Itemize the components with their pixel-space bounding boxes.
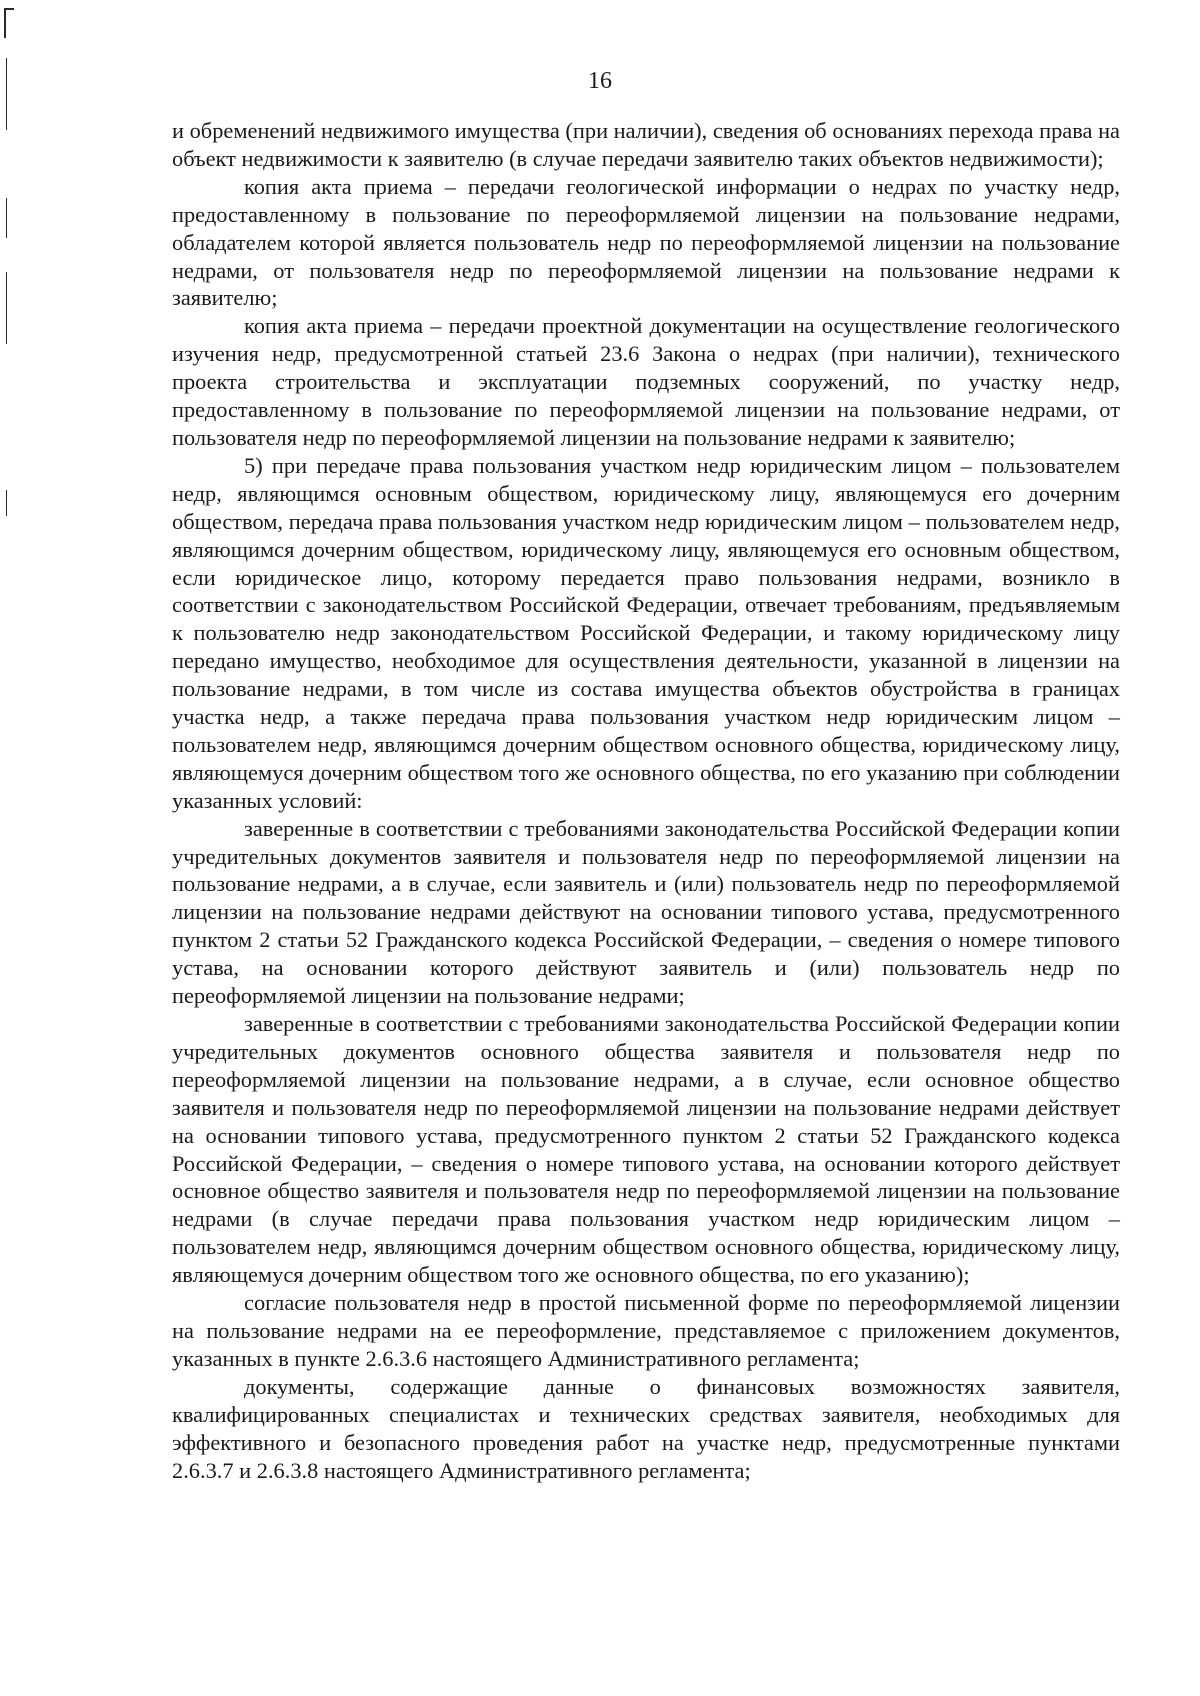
page-number: 16 bbox=[588, 68, 612, 94]
scan-edge-line bbox=[6, 198, 7, 238]
paragraph-founding-documents-parent: заверенные в соответствии с требованиями законодательства Российской Федерации копии учредительных документов основного общества заявителя и пользователя недр по переоформляемой лицензии на пользование недрами, а в случае, если основное общество заявителя и пользователя недр по переоформляемой лицензии на пользование недрами действует на основании типового устава, предусмотренного пунктом 2 статьи 52 Гражданского кодекса Российской Федерации, – сведения о номере типового устава, на основании которого действует основное общество заявителя и пользователя недр по переоформляемой лицензии на пользование недрами (в случае передачи права пользования участком недр юридическим лицом – пользователем недр, являющимся дочерним обществом основного общества, юридическому лицу, являющемуся дочерним обществом того же основного общества, по его указанию); bbox=[172, 1011, 1120, 1288]
paragraph-financial-capabilities: документы, содержащие данные о финансовых возможностях заявителя, квалифицированных специалистах и технических средствах заявителя, необходимых для эффективного и безопасного проведения работ на участке недр, предусмотренные пунктами 2.6.3.7 и 2.6.3.8 настоящего Административного регламента; bbox=[172, 1373, 1120, 1483]
scan-edge-line bbox=[6, 272, 7, 344]
paragraph-consent: согласие пользователя недр в простой письменной форме по переоформляемой лицензии на пользование недрами на ее переоформление, представляемое с приложением документов, указанных в пункте 2.6.3.6 настоящего Административного регламента; bbox=[172, 1290, 1120, 1371]
paragraph-geological-info-act: копия акта приема – передачи геологической информации о недрах по участку недр, предоставленному в пользование по переоформляемой лицензии на пользование недрами, обладателем которой является пользователь недр по переоформляемой лицензии на пользование недрами, от пользователя недр по переоформляемой лицензии на пользование недрами к заявителю; bbox=[172, 173, 1120, 311]
paragraph-item-5: 5) при передаче права пользования участком недр юридическим лицом – пользователем недр, являющимся основным обществом, юридическому лицу, являющемуся его дочерним обществом, передача права пользования участком недр юридическим лицом – пользователем недр, являющимся дочерним обществом, юридическому лицу, являющемуся его основным обществом, если юридическое лицо, которому передается право пользования недрами, возникло в соответствии с законодательством Российской Федерации, отвечает требованиям, предъявляемым к пользователю недр законодательством Российской Федерации, и такому юридическому лицу передано имущество, необходимое для осуществления деятельности, указанной в лицензии на пользование недрами, в том числе из состава имущества объектов обустройства в границах участка недр, а также передача права пользования участком недр юридическим лицом – пользователем недр, являющимся дочерним обществом основного общества, юридическому лицу, являющемуся дочерним обществом того же основного общества, по его указанию при соблюдении указанных условий: bbox=[172, 452, 1120, 813]
document-body bbox=[172, 117, 1120, 1484]
scan-corner-mark-vertical bbox=[4, 8, 6, 38]
paragraph-continuation: и обременений недвижимого имущества (при наличии), сведения об основаниях перехода права на объект недвижимости к заявителю (в случае передачи заявителю таких объектов недвижимости); bbox=[172, 118, 1120, 171]
paragraph-project-documentation-act: копия акта приема – передачи проектной документации на осуществление геологического изучения недр, предусмотренной статьей 23.6 Закона о недрах (при наличии), технического проекта строительства и эксплуатации подземных сооружений, по участку недр, предоставленному в пользование по переоформляемой лицензии на пользование недрами, от пользователя недр по переоформляемой лицензии на пользование недрами к заявителю; bbox=[172, 313, 1120, 450]
paragraph-founding-documents-applicant: заверенные в соответствии с требованиями законодательства Российской Федерации копии учредительных документов заявителя и пользователя недр по переоформляемой лицензии на пользование недрами, а в случае, если заявитель и (или) пользователь недр по переоформляемой лицензии на пользование недрами действуют на основании типового устава, предусмотренного пунктом 2 статьи 52 Гражданского кодекса Российской Федерации, – сведения о номере типового устава, на основании которого действуют заявитель и (или) пользователь недр по переоформляемой лицензии на пользование недрами; bbox=[172, 815, 1120, 1009]
scan-edge-line bbox=[6, 490, 7, 516]
